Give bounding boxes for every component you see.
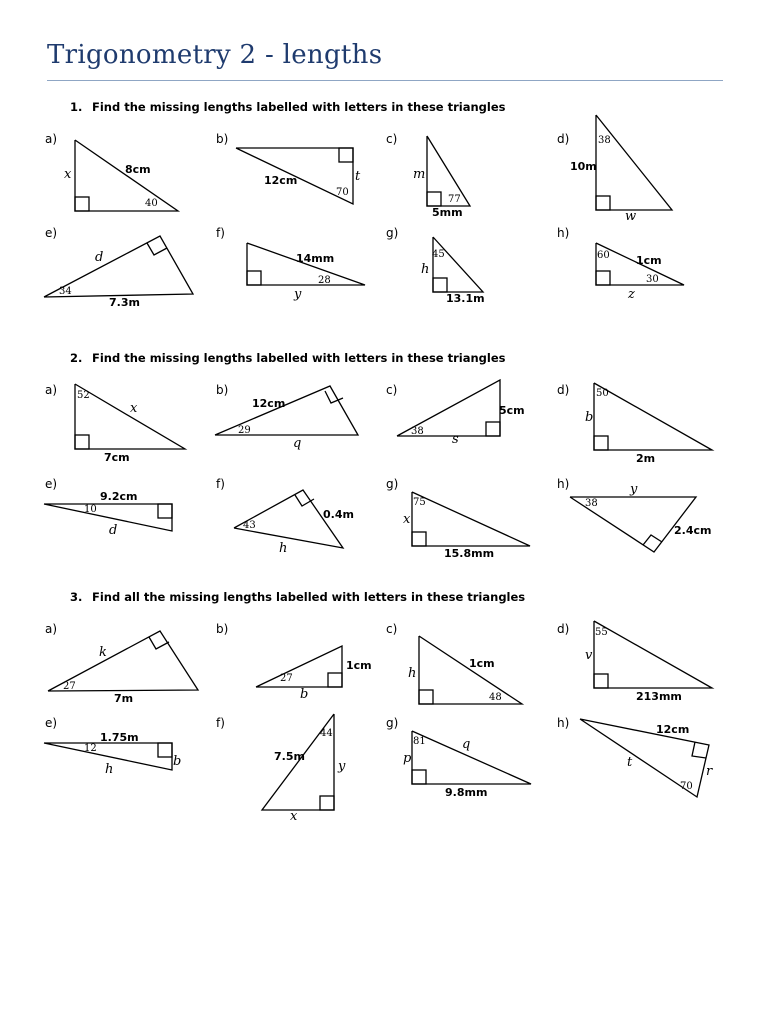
base-label: 15.8mm bbox=[444, 547, 495, 560]
triangle-outline bbox=[44, 504, 172, 531]
triangle-3a bbox=[48, 631, 198, 705]
angle-label: 27 bbox=[63, 681, 76, 692]
sub-label: b) bbox=[216, 383, 229, 397]
side-label: v bbox=[585, 648, 593, 663]
triangle-outline bbox=[412, 492, 530, 546]
right-angle-marker bbox=[158, 743, 172, 757]
right-angle-marker bbox=[339, 148, 353, 162]
top-label: 9.2cm bbox=[100, 490, 138, 503]
base-label: 7cm bbox=[104, 451, 130, 464]
hyp-label: q bbox=[462, 737, 471, 752]
triangle-2f bbox=[234, 490, 354, 556]
sub-label: h) bbox=[557, 477, 570, 491]
side-label: t bbox=[355, 169, 361, 184]
hyp-label: d bbox=[95, 250, 104, 265]
sub-label: a) bbox=[45, 622, 58, 636]
question-number: 2. bbox=[70, 351, 83, 365]
angle-label: 81 bbox=[413, 736, 426, 747]
sub-label: b) bbox=[216, 622, 229, 636]
angle-label: 27 bbox=[280, 673, 293, 684]
angle-label: 77 bbox=[448, 194, 461, 205]
right-angle-marker bbox=[412, 532, 426, 546]
sub-label: c) bbox=[386, 383, 398, 397]
question-number: 1. bbox=[70, 100, 83, 114]
triangle-1e bbox=[44, 236, 193, 309]
hyp-label: 12cm bbox=[264, 174, 298, 187]
sub-label: a) bbox=[45, 132, 58, 146]
right-angle-marker bbox=[594, 436, 608, 450]
triangle-3d bbox=[585, 621, 712, 703]
angle-label: 34 bbox=[59, 286, 72, 297]
right-angle-marker bbox=[320, 796, 334, 810]
angle-label: 38 bbox=[585, 498, 598, 509]
hyp-label: 1cm bbox=[636, 254, 662, 267]
angle-label: 12 bbox=[84, 743, 97, 754]
right-angle-marker bbox=[295, 495, 314, 506]
angle-label: 55 bbox=[595, 627, 608, 638]
hyp-label: 14mm bbox=[296, 252, 335, 265]
side-label: x bbox=[403, 512, 411, 527]
right-angle-marker bbox=[427, 192, 441, 206]
triangle-3e bbox=[44, 731, 181, 777]
right-angle-marker bbox=[594, 674, 608, 688]
angle-label: 28 bbox=[318, 275, 331, 286]
right-angle-marker bbox=[486, 422, 500, 436]
side-label: 10m bbox=[570, 160, 597, 173]
base-label: 213mm bbox=[636, 690, 682, 703]
triangle-1g bbox=[421, 237, 485, 305]
sub-label: f) bbox=[216, 716, 225, 730]
angle-label: 60 bbox=[597, 250, 610, 261]
triangle-1c bbox=[413, 136, 470, 219]
hyp-label: h bbox=[105, 762, 114, 777]
question-text: Find the missing lengths labelled with letters in these triangles bbox=[92, 100, 506, 114]
side-label: k bbox=[99, 645, 107, 660]
sub-label: e) bbox=[45, 226, 58, 240]
question-number: 3. bbox=[70, 590, 83, 604]
side-label: r bbox=[706, 764, 713, 779]
side-label: 5cm bbox=[499, 404, 525, 417]
side-label: b bbox=[585, 410, 594, 425]
triangle-3h bbox=[580, 719, 713, 797]
side-label: b bbox=[173, 754, 182, 769]
sub-label: g) bbox=[386, 716, 399, 730]
triangle-outline bbox=[215, 386, 358, 435]
triangle-outline bbox=[433, 237, 483, 292]
sub-label: d) bbox=[557, 383, 570, 397]
triangle-outline bbox=[594, 383, 712, 450]
base-label: x bbox=[290, 809, 298, 824]
right-angle-marker bbox=[643, 535, 662, 545]
angle-label: 38 bbox=[411, 426, 424, 437]
triangle-2c bbox=[397, 380, 525, 447]
triangle-2e bbox=[44, 490, 172, 538]
sub-label: f) bbox=[216, 226, 225, 240]
angle-label: 75 bbox=[413, 497, 426, 508]
angle-label: 52 bbox=[77, 390, 90, 401]
right-angle-marker bbox=[75, 197, 89, 211]
base-label: 7.3m bbox=[109, 296, 140, 309]
top-label: 12cm bbox=[656, 723, 690, 736]
hyp-label: d bbox=[109, 523, 118, 538]
angle-label: 44 bbox=[320, 728, 333, 739]
side-label: 1cm bbox=[346, 659, 372, 672]
triangle-2d bbox=[585, 383, 712, 465]
triangle-2b bbox=[215, 386, 358, 451]
angle-label: 40 bbox=[145, 198, 158, 209]
side-label: 2.4cm bbox=[674, 524, 712, 537]
base-label: y bbox=[294, 287, 302, 302]
right-angle-marker bbox=[433, 278, 447, 292]
base-label: w bbox=[625, 209, 637, 224]
base-label: b bbox=[300, 687, 309, 702]
sub-label: c) bbox=[386, 132, 398, 146]
right-angle-marker bbox=[158, 504, 172, 518]
right-angle-marker bbox=[247, 271, 261, 285]
triangle-1f bbox=[247, 243, 365, 302]
base-label: s bbox=[452, 432, 459, 447]
sub-label: d) bbox=[557, 132, 570, 146]
angle-label: 48 bbox=[489, 692, 502, 703]
angle-label: 45 bbox=[432, 249, 445, 260]
triangle-2a bbox=[75, 384, 185, 464]
base-label: 5mm bbox=[432, 206, 463, 219]
triangle-outline bbox=[419, 636, 522, 704]
sub-label: e) bbox=[45, 716, 58, 730]
sub-label: h) bbox=[557, 226, 570, 240]
angle-label: 50 bbox=[596, 388, 609, 399]
question-text: Find the missing lengths labelled with letters in these triangles bbox=[92, 351, 506, 365]
angle-label: 10 bbox=[84, 504, 97, 515]
triangle-1b bbox=[236, 148, 361, 204]
sub-label: h) bbox=[557, 716, 570, 730]
hyp-label: 7.5m bbox=[274, 750, 305, 763]
triangle-outline bbox=[75, 384, 185, 449]
right-angle-marker bbox=[596, 271, 610, 285]
base-label: q bbox=[293, 436, 302, 451]
triangle-1h bbox=[596, 243, 684, 302]
side-label: x bbox=[64, 167, 72, 182]
angle-label: 70 bbox=[336, 187, 349, 198]
angle-label: 43 bbox=[243, 520, 256, 531]
angle-label: 30 bbox=[646, 274, 659, 285]
hyp-label: 8cm bbox=[125, 163, 151, 176]
sub-label: g) bbox=[386, 477, 399, 491]
page-title: Trigonometry 2 - lengths bbox=[47, 40, 383, 70]
side-label: h bbox=[408, 666, 417, 681]
triangle-3g bbox=[403, 731, 531, 799]
right-angle-marker bbox=[149, 637, 169, 649]
triangle-outline bbox=[594, 621, 712, 688]
sub-label: g) bbox=[386, 226, 399, 240]
right-angle-marker bbox=[596, 196, 610, 210]
hyp-label: h bbox=[279, 541, 288, 556]
side-label: m bbox=[413, 167, 426, 182]
right-angle-marker bbox=[75, 435, 89, 449]
right-angle-marker bbox=[328, 673, 342, 687]
triangle-2g bbox=[403, 492, 530, 560]
angle-label: 38 bbox=[598, 135, 611, 146]
base-label: z bbox=[628, 287, 635, 302]
side-label: y bbox=[338, 759, 346, 774]
base-label: 13.1m bbox=[446, 292, 485, 305]
sub-label: f) bbox=[216, 477, 225, 491]
angle-label: 70 bbox=[680, 781, 693, 792]
top-label: 1.75m bbox=[100, 731, 139, 744]
triangle-outline bbox=[256, 646, 342, 687]
side-label: t bbox=[627, 755, 633, 770]
sub-label: b) bbox=[216, 132, 229, 146]
hyp-label: 1cm bbox=[469, 657, 495, 670]
base-label: 7m bbox=[114, 692, 134, 705]
right-angle-marker bbox=[412, 770, 426, 784]
side-label: h bbox=[421, 262, 430, 277]
base-label: 2m bbox=[636, 452, 656, 465]
triangle-1d bbox=[570, 115, 672, 224]
sub-label: c) bbox=[386, 622, 398, 636]
sub-label: d) bbox=[557, 622, 570, 636]
triangle-2h bbox=[570, 482, 711, 552]
right-angle-marker bbox=[147, 243, 167, 255]
side-label: p bbox=[403, 751, 412, 766]
base-label: 9.8mm bbox=[445, 786, 488, 799]
triangle-3f bbox=[262, 714, 346, 824]
triangle-1a bbox=[64, 140, 178, 211]
triangle-3b bbox=[256, 646, 372, 702]
hyp-label: x bbox=[130, 401, 138, 416]
side-label: 0.4m bbox=[323, 508, 354, 521]
triangle-outline bbox=[412, 731, 531, 784]
top-label: y bbox=[630, 482, 638, 497]
question-text: Find all the missing lengths labelled with letters in these triangles bbox=[92, 590, 526, 604]
hyp-label: 12cm bbox=[252, 397, 286, 410]
sub-label: e) bbox=[45, 477, 58, 491]
angle-label: 29 bbox=[238, 425, 251, 436]
sub-label: a) bbox=[45, 383, 58, 397]
triangle-3c bbox=[408, 636, 522, 704]
right-angle-marker bbox=[419, 690, 433, 704]
